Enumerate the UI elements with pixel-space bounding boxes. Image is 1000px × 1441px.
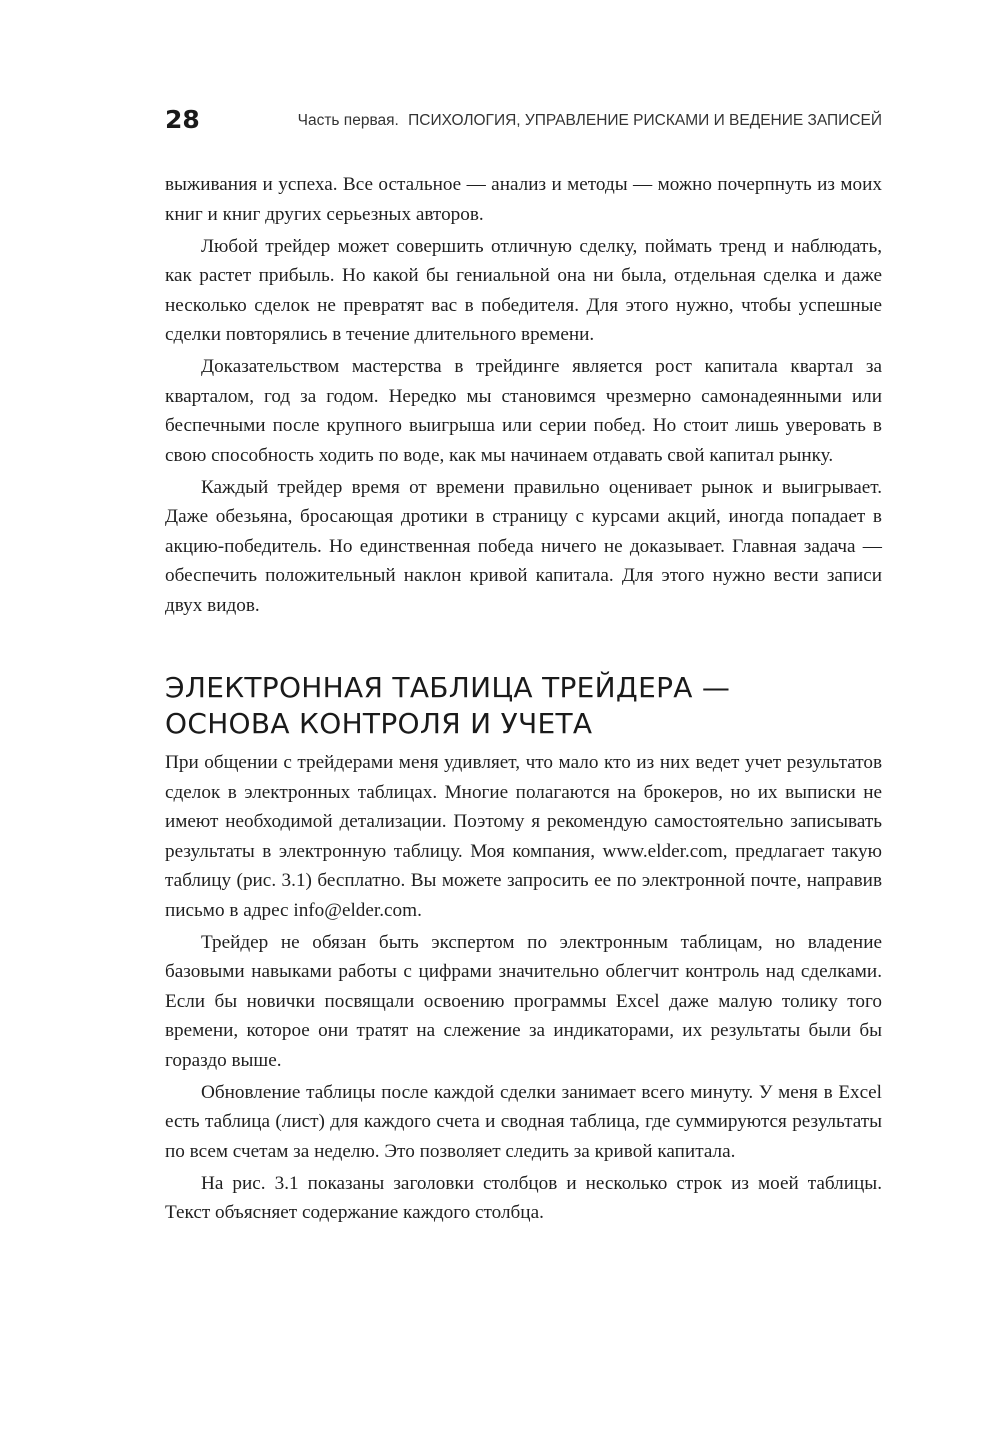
section-heading-line-1: ЭЛЕКТРОННАЯ ТАБЛИЦА ТРЕЙДЕРА — xyxy=(165,671,731,704)
paragraph: Любой трейдер может совершить отличную сделку, поймать тренд и наблюдать, как растет прибыль. Но какой бы гениальной она ни была, отдельная сделка и даже несколько сделок не превратят вас в победителя. Для этого нужно, чтобы успешные сделки повторялись в течение длительного времени. xyxy=(165,235,882,346)
paragraph: Трейдер не обязан быть экспертом по электронным таблицам, но владение базовыми навыками работы с цифрами значительно облегчит контроль над сделками. Если бы новички посвящали освоению программы Excel даже малую толику того времени, которое они тратят на слежение за индикаторами, их результаты были бы гораздо выше. xyxy=(165,931,882,1071)
paragraph: выживания и успеха. Все остальное — анализ и методы — можно почерпнуть из моих книг и книг других серьезных авторов. xyxy=(165,174,882,225)
section-heading-line-2: ОСНОВА КОНТРОЛЯ И УЧЕТА xyxy=(165,707,593,740)
paragraph: Обновление таблицы после каждой сделки занимает всего минуту. У меня в Excel есть таблица (лист) для каждого счета и сводная таблица, где суммируются результаты по всем счетам за неделю. Это позволяет следить за кривой капитала. xyxy=(165,1081,882,1162)
running-head-part-label: Часть первая. xyxy=(297,112,399,129)
running-head xyxy=(298,110,882,132)
page-number: 28 xyxy=(165,105,200,134)
paragraph: Каждый трейдер время от времени правильно оценивает рынок и выигрывает. Даже обезьяна, бросающая дротики в страницу с курсами акций, иногда попадает в акцию-победитель. Но единственная победа ничего не доказывает. Главная задача — обеспечить положительный наклон кривой капитала. Для этого нужно вести записи двух видов. xyxy=(165,476,882,616)
page-header xyxy=(165,103,882,139)
section-text-block xyxy=(165,748,882,1230)
intro-text-block xyxy=(165,170,882,623)
paragraph: Доказательством мастерства в трейдинге является рост капитала квартал за кварталом, год за годом. Нередко мы становимся чрезмерно самонадеянными или беспечными после крупного выигрыша или серии побед. Но стоит лишь уверовать в свою способность ходить по воде, как мы начинаем отдавать свой капитал рынку. xyxy=(165,356,882,466)
paragraph: На рис. 3.1 показаны заголовки столбцов и несколько строк из моей таблицы. Текст объясняет содержание каждого столбца. xyxy=(165,1172,882,1224)
running-head-part-title: ПСИХОЛОГИЯ, УПРАВЛЕНИЕ РИСКАМИ И ВЕДЕНИЕ ЗАПИСЕЙ xyxy=(408,112,882,129)
paragraph: При общении с трейдерами меня удивляет, что мало кто из них ведет учет результатов сделок в электронных таблицах. Многие полагаются на брокеров, но их выписки не имеют необходимой детализации. Поэтому я рекомендую самостоятельно записывать результаты в электронную таблицу. Моя компания, www.elder.com, предлагает такую таблицу (рис. 3.1) бесплатно. Вы можете запросить ее по электронной почте, направив письмо в адрес info@elder.com. xyxy=(165,752,882,921)
section-heading xyxy=(165,670,882,742)
